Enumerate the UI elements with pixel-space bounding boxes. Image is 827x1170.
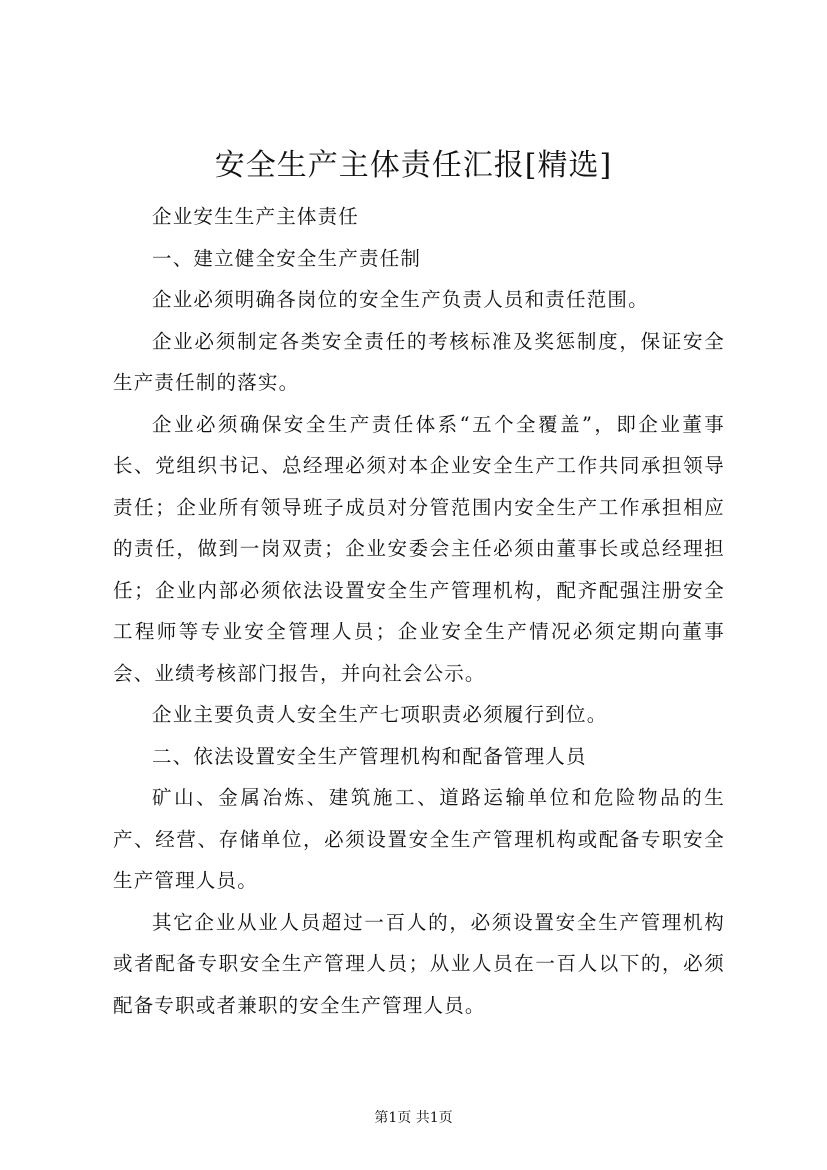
document-body (113, 196, 725, 1026)
page-footer: 第1页 共1页 (374, 1110, 453, 1126)
paragraph: 企业必须明确各岗位的安全生产负责人员和责任范围。 (152, 288, 649, 311)
section-heading-1: 一、建立健全安全生产责任制 (152, 246, 422, 270)
paragraph: 矿山、金属冶炼、建筑施工、道路运输单位和危险物品的生产、经营、存储单位，必须设置安全生产管理机构或配备专职安全生产管理人员。 (113, 786, 725, 892)
paragraph: 企业必须确保安全生产责任体系“五个全覆盖”，即企业董事长、党组织书记、总经理必须对本企业安全生产工作共同承担领导责任；企业所有领导班子成员对分管范围内安全生产工作承担相应的责任，做到一岗双责；企业安委会主任必须由董事长或总经理担任；企业内部必须依法设置安全生产管理机构，配齐配强注册安全工程师等专业安全管理人员；企业安全生产情况必须定期向董事会、业绩考核部门报告，并向社会公示。 (113, 412, 725, 685)
paragraph: 其它企业从业人员超过一百人的，必须设置安全生产管理机构或者配备专职安全生产管理人员；从业人员在一百人以下的，必须配备专职或者兼职的安全生产管理人员。 (113, 910, 725, 1017)
section-heading-2: 二、依法设置安全生产管理机构和配备管理人员 (152, 744, 587, 768)
paragraph: 企业主要负责人安全生产七项职责必须履行到位。 (152, 703, 608, 726)
paragraph-subtitle: 企业安生生产主体责任 (152, 205, 360, 228)
paragraph: 企业必须制定各类安全责任的考核标准及奖惩制度，保证安全生产责任制的落实。 (113, 329, 725, 394)
document-title: 安全生产主体责任汇报[精选] (214, 148, 613, 183)
